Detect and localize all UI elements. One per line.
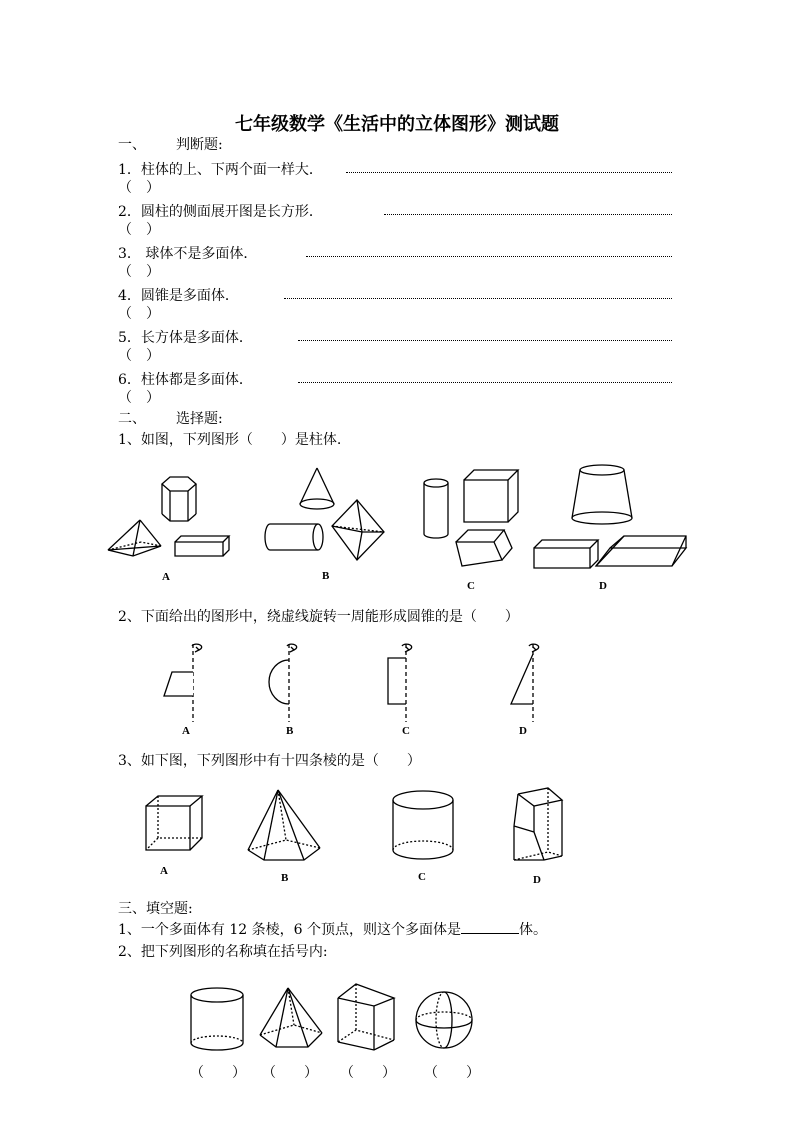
judge-question-4: 4．圆锥是多面体． [118,288,239,304]
dot-leader [384,214,672,215]
edge-figure-d [508,786,568,866]
option-c-figures [418,466,528,576]
option-label-a: A [182,725,190,737]
choice-question-3: 3、如下图，下列图形中有十四条棱的是（ ） [118,753,421,769]
dot-leader [298,382,672,383]
option-label-a: A [162,571,170,583]
judge-question-3: 3． 球体不是多面体． [118,246,258,262]
fill-question-1-suffix: 体。 [518,922,547,938]
choice-question-2: 2、下面给出的图形中，绕虚线旋转一周能形成圆锥的是（ ） [118,609,519,625]
option-a-figures [105,470,240,570]
answer-paren-3: （ ） [340,1065,396,1081]
rotation-figure-a [158,640,208,725]
name-figure-sphere [413,988,475,1052]
page-title: 七年级数学《生活中的立体图形》测试题 [235,114,559,135]
judge-question-2: 2．圆柱的侧面展开图是长方形． [118,204,323,220]
rotation-figure-d [505,640,555,725]
option-label-c: C [418,871,426,883]
fill-question-1 [118,921,547,939]
edge-figure-b [242,786,327,866]
section2-heading-number: 二、 [118,411,146,427]
fill-question-1-text: 1、一个多面体有 12 条棱，6 个顶点，则这个多面体是 [118,922,461,938]
option-d-figures [532,462,692,577]
section1-heading: 判断题: [176,137,223,153]
option-label-c: C [402,725,410,737]
edge-figure-a [140,790,210,860]
option-b-figures [262,466,392,576]
name-figure-pyramid [258,985,326,1055]
answer-paren-1: （ ） [190,1065,246,1081]
answer-paren: （ ） [118,390,160,406]
judge-question-6: 6．柱体都是多面体． [118,372,253,388]
option-label-b: B [281,872,289,884]
answer-paren-2: （ ） [262,1065,318,1081]
option-label-a: A [160,865,168,877]
option-label-d: D [599,580,607,592]
judge-question-1: 1．柱体的上、下两个面一样大． [118,162,323,178]
answer-paren: （ ） [118,306,160,322]
name-figure-prism [334,980,398,1055]
option-label-b: B [286,725,294,737]
answer-blank[interactable] [461,921,519,934]
rotation-figure-b [263,640,313,725]
answer-paren: （ ） [118,348,160,364]
name-figure-cylinder [188,985,246,1055]
section1-heading-number: 一、 [118,137,146,153]
section2-heading: 选择题: [176,411,223,427]
dot-leader [298,340,672,341]
option-label-d: D [533,874,541,886]
section3-heading: 三、填空题: [118,901,193,917]
rotation-figure-c [382,640,432,725]
answer-paren: （ ） [118,264,160,280]
answer-paren: （ ） [118,180,160,196]
option-label-c: C [467,580,475,592]
dot-leader [284,298,672,299]
dot-leader [306,256,672,257]
fill-question-2: 2、把下列图形的名称填在括号内: [118,944,328,960]
edge-figure-c [388,786,458,866]
dot-leader [346,172,672,173]
choice-question-1: 1、如图，下列图形（ ）是柱体. [118,432,342,448]
answer-paren-4: （ ） [424,1065,480,1081]
option-label-b: B [322,570,330,582]
answer-paren: （ ） [118,222,160,238]
option-label-d: D [519,725,527,737]
judge-question-5: 5．长方体是多面体． [118,330,253,346]
